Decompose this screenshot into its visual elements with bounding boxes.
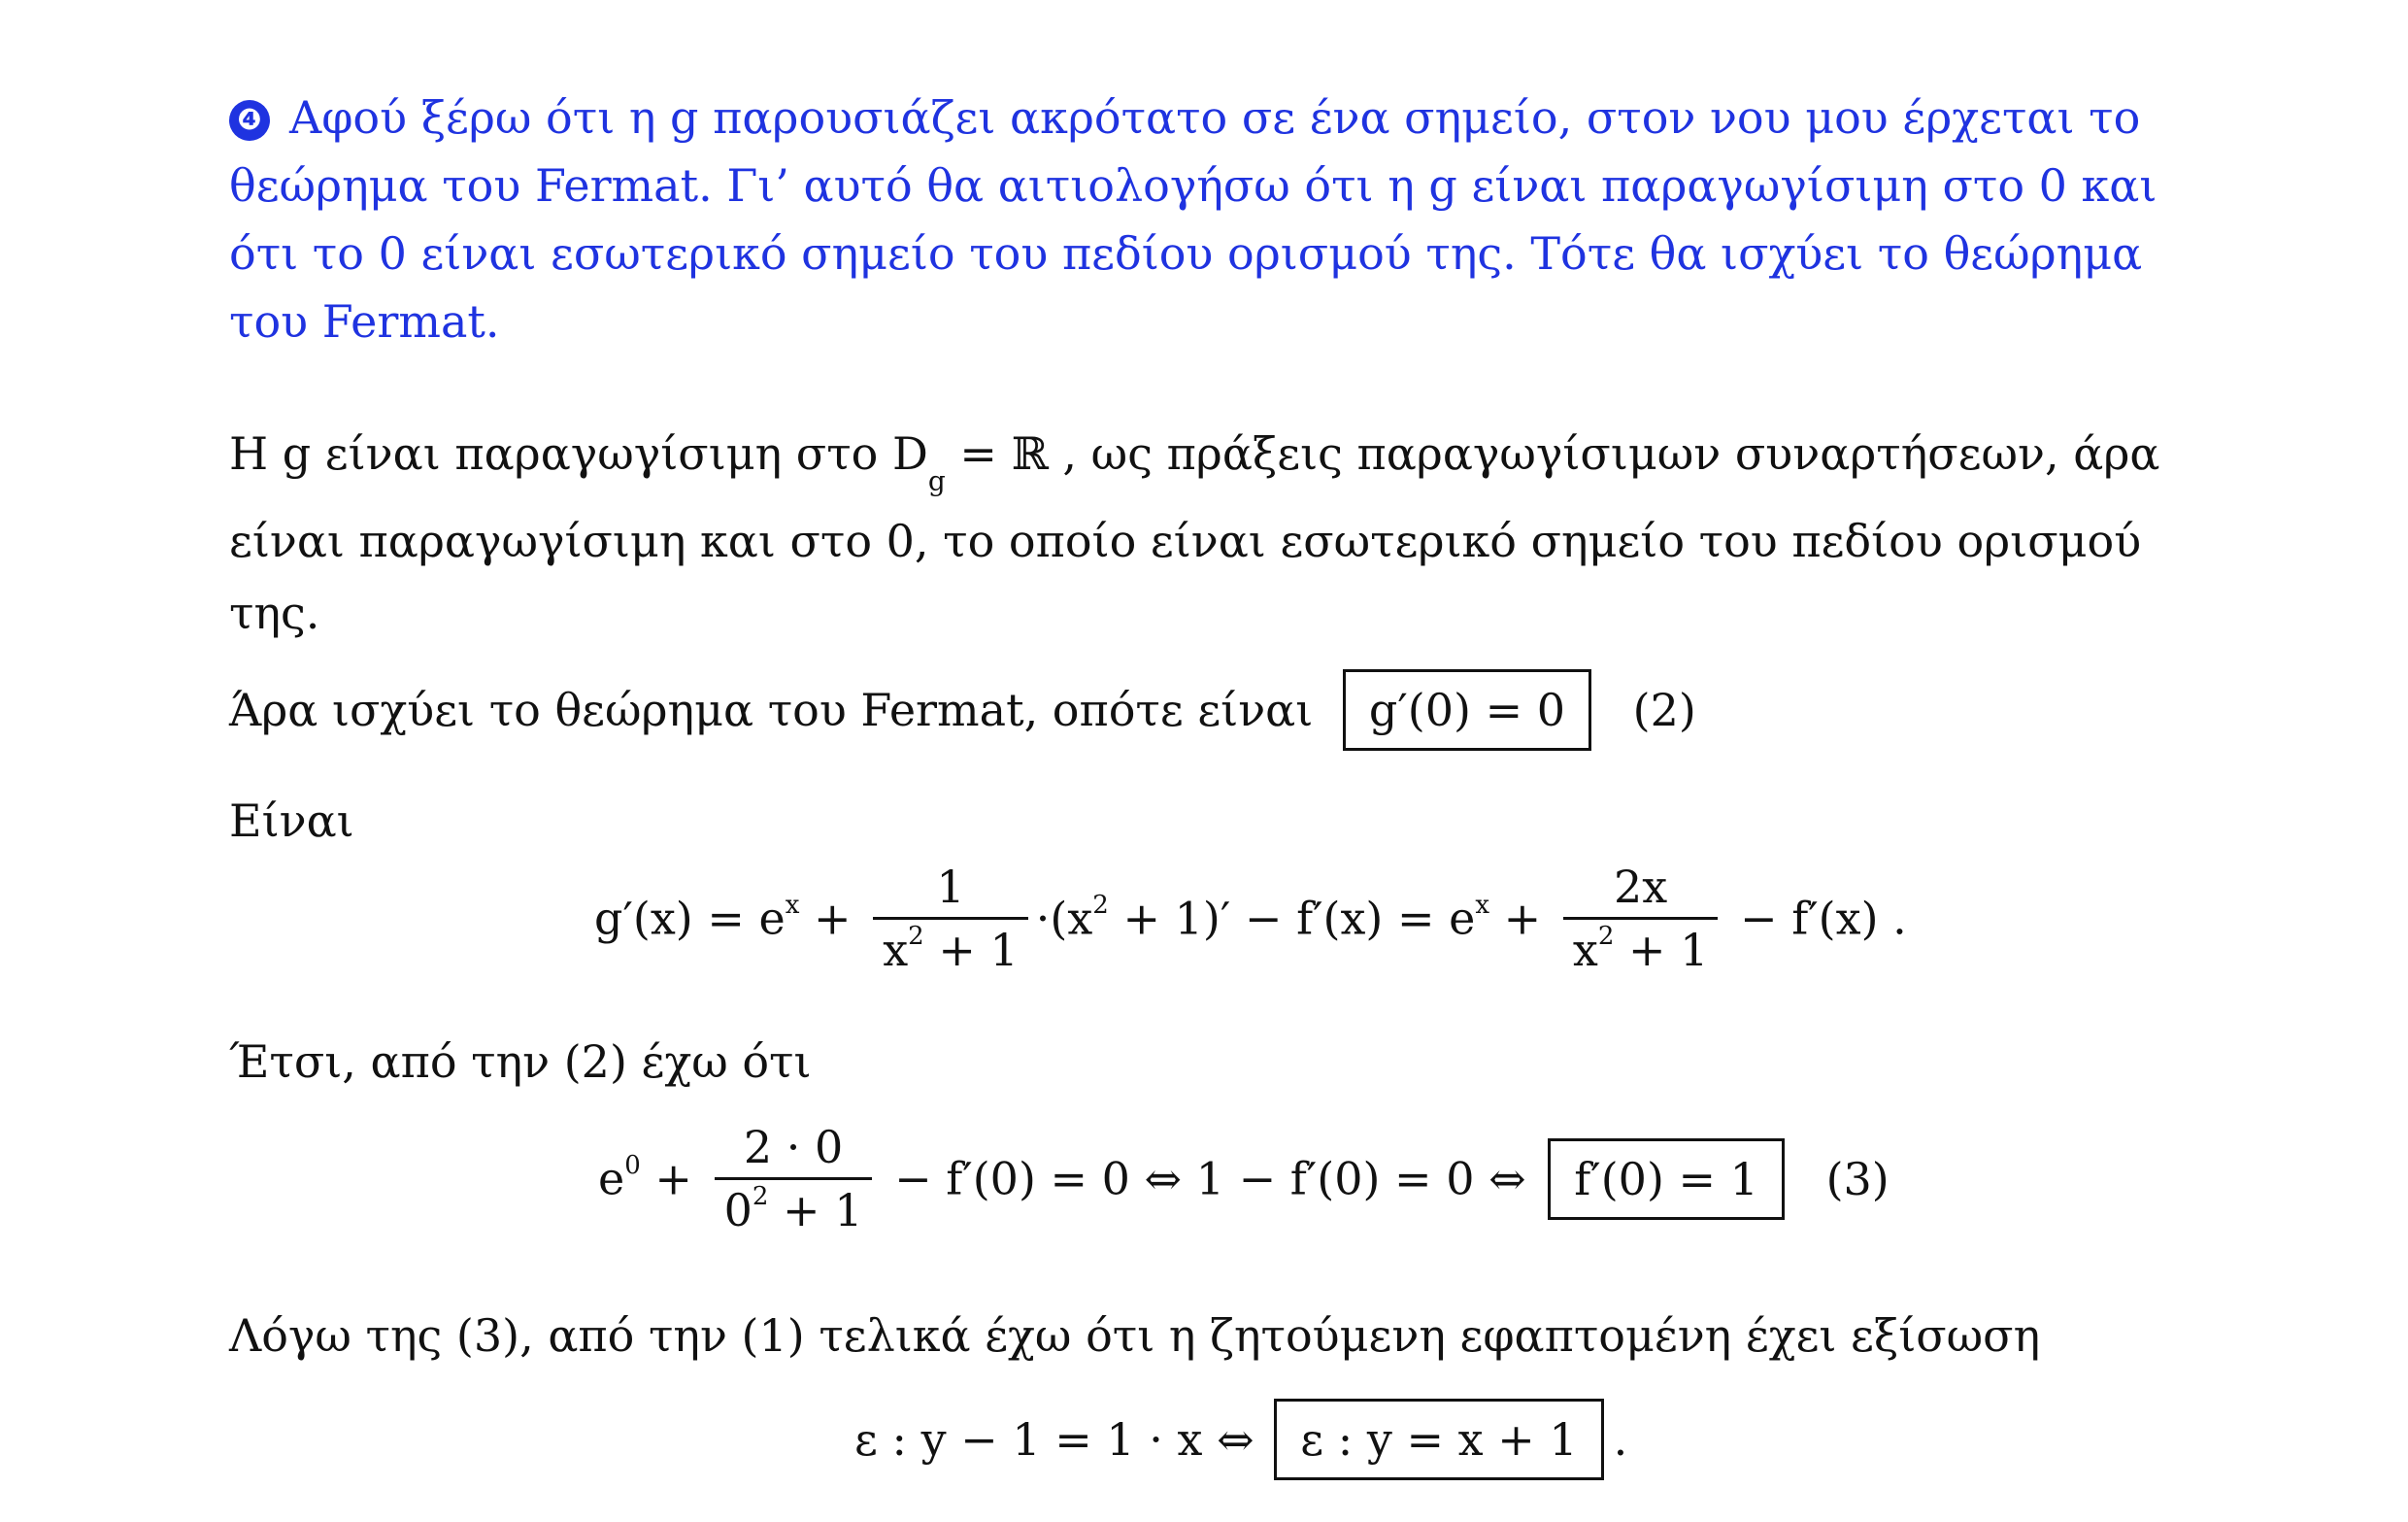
tangent-lhs: ε : y − 1 = 1 · x ⇔ bbox=[854, 1413, 1254, 1466]
eq2-plus: + bbox=[640, 1152, 707, 1205]
conclusion-statement: Λόγω της (3), από την (1) τελικά έχω ότι η ζητούμενη εφαπτομένη έχει εξίσωση bbox=[229, 1309, 2041, 1362]
fraction-2-numerator: 2x bbox=[1614, 861, 1668, 913]
etsi-statement: Έτσι, από την (2) έχω ότι bbox=[229, 1035, 812, 1088]
paragraph-line-2: είναι παραγωγίσιμη και στο 0, το οποίο είναι εσωτερικό σημείο του πεδίου ορισμού bbox=[229, 515, 2142, 567]
fraction-1-denominator bbox=[873, 917, 1028, 988]
fraction-3-numerator: 2 · 0 bbox=[743, 1121, 844, 1173]
den2-sup: 2 bbox=[1597, 922, 1615, 951]
tangent-tail: . bbox=[1613, 1413, 1628, 1466]
fraction-1 bbox=[873, 857, 1028, 988]
boxed-result-f: f′(0) = 1 bbox=[1548, 1138, 1785, 1220]
den1-sup: 2 bbox=[908, 922, 924, 951]
number-4-icon: ❹ bbox=[229, 100, 270, 141]
p1-text-a: Η g είναι παραγωγίσιμη στο D bbox=[229, 427, 928, 480]
substitution-equation bbox=[598, 1117, 1890, 1248]
den3-b: + 1 bbox=[768, 1184, 863, 1236]
eq1-mid-b: + 1)′ − f′(x) = e bbox=[1108, 892, 1476, 945]
boxed-tangent: ε : y = x + 1 bbox=[1274, 1399, 1603, 1480]
eq1-sup: x bbox=[785, 890, 800, 920]
domain-subscript: g bbox=[927, 465, 946, 497]
eina-label: Είναι bbox=[229, 795, 354, 847]
den1-a: x bbox=[883, 924, 909, 976]
p1-text-b: = ℝ , ως πράξεις παραγωγίσιμων συναρτήσεων, άρα bbox=[945, 427, 2160, 480]
fraction-2-denominator bbox=[1563, 917, 1719, 988]
equation-tag-2: (2) bbox=[1632, 684, 1696, 736]
eq2-sup: 0 bbox=[624, 1150, 641, 1180]
fraction-1-numerator: 1 bbox=[936, 861, 965, 913]
eq1-mid-sup: 2 bbox=[1092, 890, 1109, 920]
hint-note bbox=[229, 84, 2171, 355]
eq1-mid-a: ·(x bbox=[1035, 892, 1093, 945]
derivative-equation bbox=[594, 857, 1907, 988]
fermat-statement bbox=[229, 666, 1696, 754]
eq1-plus: + bbox=[799, 892, 866, 945]
eq1-sup-2: x bbox=[1475, 890, 1490, 920]
equation-tag-3: (3) bbox=[1825, 1152, 1890, 1205]
hint-text: Αφού ξέρω ότι η g παρουσιάζει ακρότατο σε ένα σημείο, στον νου μου έρχεται το θεώρημα του Fermat. Γι’ αυτό θα αιτιολογήσω ότι η g είναι παραγωγίσιμη στο 0 και ότι το 0 είναι εσωτερικό σημείο του πεδίου ορισμού της. Τότε θα ισχύει το θεώρημα του Fermat. bbox=[229, 91, 2157, 348]
den2-a: x bbox=[1572, 924, 1598, 976]
boxed-result-g: g′(0) = 0 bbox=[1343, 669, 1591, 751]
tangent-equation bbox=[854, 1399, 1627, 1480]
paragraph-differentiable bbox=[229, 410, 2159, 504]
eq1-tail: − f′(x) . bbox=[1725, 892, 1907, 945]
eq2-rest: − f′(0) = 0 ⇔ 1 − f′(0) = 0 ⇔ bbox=[880, 1152, 1526, 1205]
den3-a: 0 bbox=[723, 1184, 752, 1236]
paragraph-line-3: της. bbox=[229, 587, 320, 639]
den1-b: + 1 bbox=[923, 924, 1019, 976]
den3-sup: 2 bbox=[752, 1182, 769, 1211]
fraction-3-denominator bbox=[715, 1177, 873, 1248]
fraction-3 bbox=[715, 1117, 873, 1248]
den2-b: + 1 bbox=[1614, 924, 1709, 976]
fermat-text: Άρα ισχύει το θεώρημα του Fermat, οπότε είναι bbox=[229, 684, 1314, 736]
eq1-plus-2: + bbox=[1489, 892, 1555, 945]
eq2-e: e bbox=[598, 1152, 625, 1205]
fraction-2 bbox=[1563, 857, 1719, 988]
eq1-lhs: g′(x) = e bbox=[594, 892, 786, 945]
